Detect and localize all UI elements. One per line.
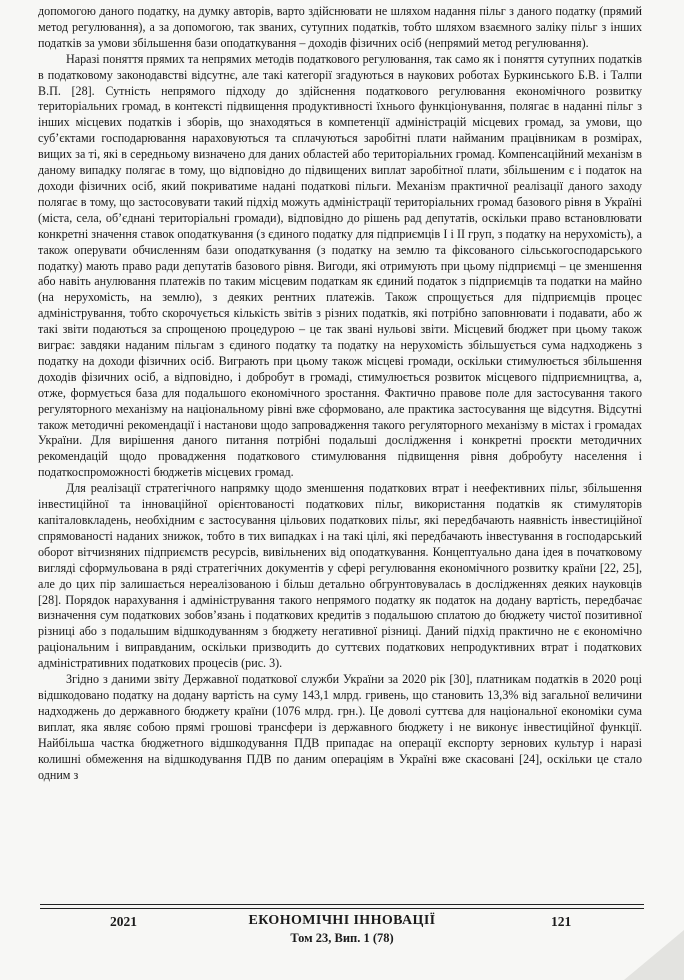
body-text	[38, 4, 642, 783]
journal-volume: Том 23, Вип. 1 (78)	[290, 931, 394, 945]
paragraph-1: допомогою даного податку, на думку авторів, варто здійснювати не шляхом надання пільг з даного податку (прямий метод регулювання), а за допомогою, так званих, сутупних податків, тобто шляхом взаємного заліку пільг з інших податків за умови збільшення бази оподаткування – доходів фізичних осіб (непрямий метод регулювання).	[38, 4, 642, 50]
footer-rule-thick	[40, 904, 644, 905]
page-number: 121	[551, 914, 572, 929]
paragraph-4: Згідно з даними звіту Державної податкової служби України за 2020 рік [30], платникам податків в 2020 році відшкодовано податку на додану вартість на суму 143,1 млрд. гривень, що становить 13,3% від загальної величини надходжень до державного бюджету країни (1076 млрд. грн.). Це доволі суттєва для національної економіки сума виплат, яка являє собою прямі грошові трансфери із державного бюджету і не виконує інвестиційної функції. Найбільша частка бюджетного відшкодування ПДВ припадає на операції експорту зернових культур і наразі колишні обмеження на відшкодування ПДВ по даним операціям в Україні вже скасовані [24], оскільки це стало одним з	[38, 672, 642, 782]
paragraph-2: Наразі поняття прямих та непрямих методів податкового регулювання, так само як і поняття сутупних податків в податковому законодавстві відсутнє, але такі категорії згадуються в наукових роботах Буркинського Б.В. і Талпи В.П. [28]. Сутність непрямого підходу до здійснення податкового регулювання економічного розвитку територіальних громад, в контексті підвищення продуктивності їхнього функціонування, полягає в наданні пільг з інших місцевих податків і зборів, що знаходяться в компетенції адміністрацій місцевих громад, за умови, що суб’єктами господарювання нараховуються та сплачуються заробітні плати найманим працівникам в розмірах, вищих за ті, які в середньому визначено для даних областей або територіальних громад. Компенсаційний механізм в даному випадку полягає в тому, що відповідно до підвищених виплат заробітної плати, збільшеним є і податок на доходи фізичних осіб, який покриватиме надані податкові пільги. Механізм практичної реалізації даного заходу полягає в тому, що застосовувати такий підхід можуть адміністрації територіальних громад базового рівня в Україні (міста, села, об’єднані територіальні громади), відповідно до рішень рад депутатів, оскільки право встановлювати конкретні значення ставок оподаткування (з єдиного податку для підприємців I і II груп, з податку на нерухомість), а також оперувати обчисленням бази оподаткування (з податку на землю та фіксованого сільськогосподарського податку) мають право ради депутатів базового рівня. Вигоди, які отримують при цьому підприємці – це зменшення або навіть анулювання платежів по таким місцевим податкам як єдиний податок з підприємців та податки на майно (на нерухомість, на землю), з деяких рентних платежів. Також спрощується для підприємців процес адміністрування, тобто скорочується кількість звітів з різних податків, які потрібно заповнювати і подавати, або ж такі звіти подаються за спрощеною процедурою – це так звані нульові звіти. Місцевий бюджет при цьому також виграє: завдяки наданим пільгам з єдиного податку та податку на нерухомість збільшується сума надходжень з податку на доходи фізичних осіб. Виграють при цьому також місцеві громади, оскільки стимулюється збільшення доходів фізичних осіб, а відповідно, і добробут в громаді, стимулюється розвиток місцевого підприємництва, а, отже, формується база для подальшого економічного зростання. Фактично правове поле для застосування такого регуляторного механізму на національному рівні вже сформовано, але практика застосування ще відсутня. Відсутні також методичні рекомендації і настанови щодо запровадження такого регуляторного механізму в містах і громадах України. Для вирішення даного питання потрібні подальші дослідження і конкретні проєкти методичних рекомендацій щодо провадження податкового стимулювання підвищення рівня добробуту населення і податкоспроможності бюджетів місцевих громад.	[38, 51, 642, 480]
paragraph-3: Для реалізації стратегічного напрямку щодо зменшення податкових втрат і неефективних пільг, збільшення інвестиційної та інноваційної орієнтованості податкових пільг, використання податків як стимуляторів капіталовкладень, необхідним є застосування цільових податкових пільг, які передбачають наявність інвестиційної спрямованості наданих знижок, тобто в тих випадках і на такі цілі, які передбачають інвестування в господарський оборот вітчизняних підприємств ресурсів, вивільнених від оподаткування. Концептуально дана ідея в початковому вигляді сформульована в ряді стратегічних документів у сфері регулювання економічного розвитку країни [22, 25], але до цих пір залишається нереалізованою і більш детально обгрунтовувалась в дослідженнях деяких науковців [28]. Порядок нарахування і адміністрування такого непрямого податку як податок на додану вартість, передбачає визначення сум податкових зобов’язань і податкових кредитів з подальшою сплатою до бюджету чистої позитивної різниці або з подальшим відшкодуванням з бюджету негативної різниці. Даний підхід практично не є економічно раціональним і виправданим, оскільки призводить до суттєвих податкових непродуктивних втрат і податкових адміністративних податкових процесів (рис. 3).	[38, 481, 642, 671]
footer-rule-thin	[40, 908, 644, 909]
footer-year: 2021	[110, 914, 137, 929]
journal-title: ЕКОНОМІЧНІ ІННОВАЦІЇ	[248, 913, 436, 928]
page-corner-fold	[624, 930, 684, 980]
